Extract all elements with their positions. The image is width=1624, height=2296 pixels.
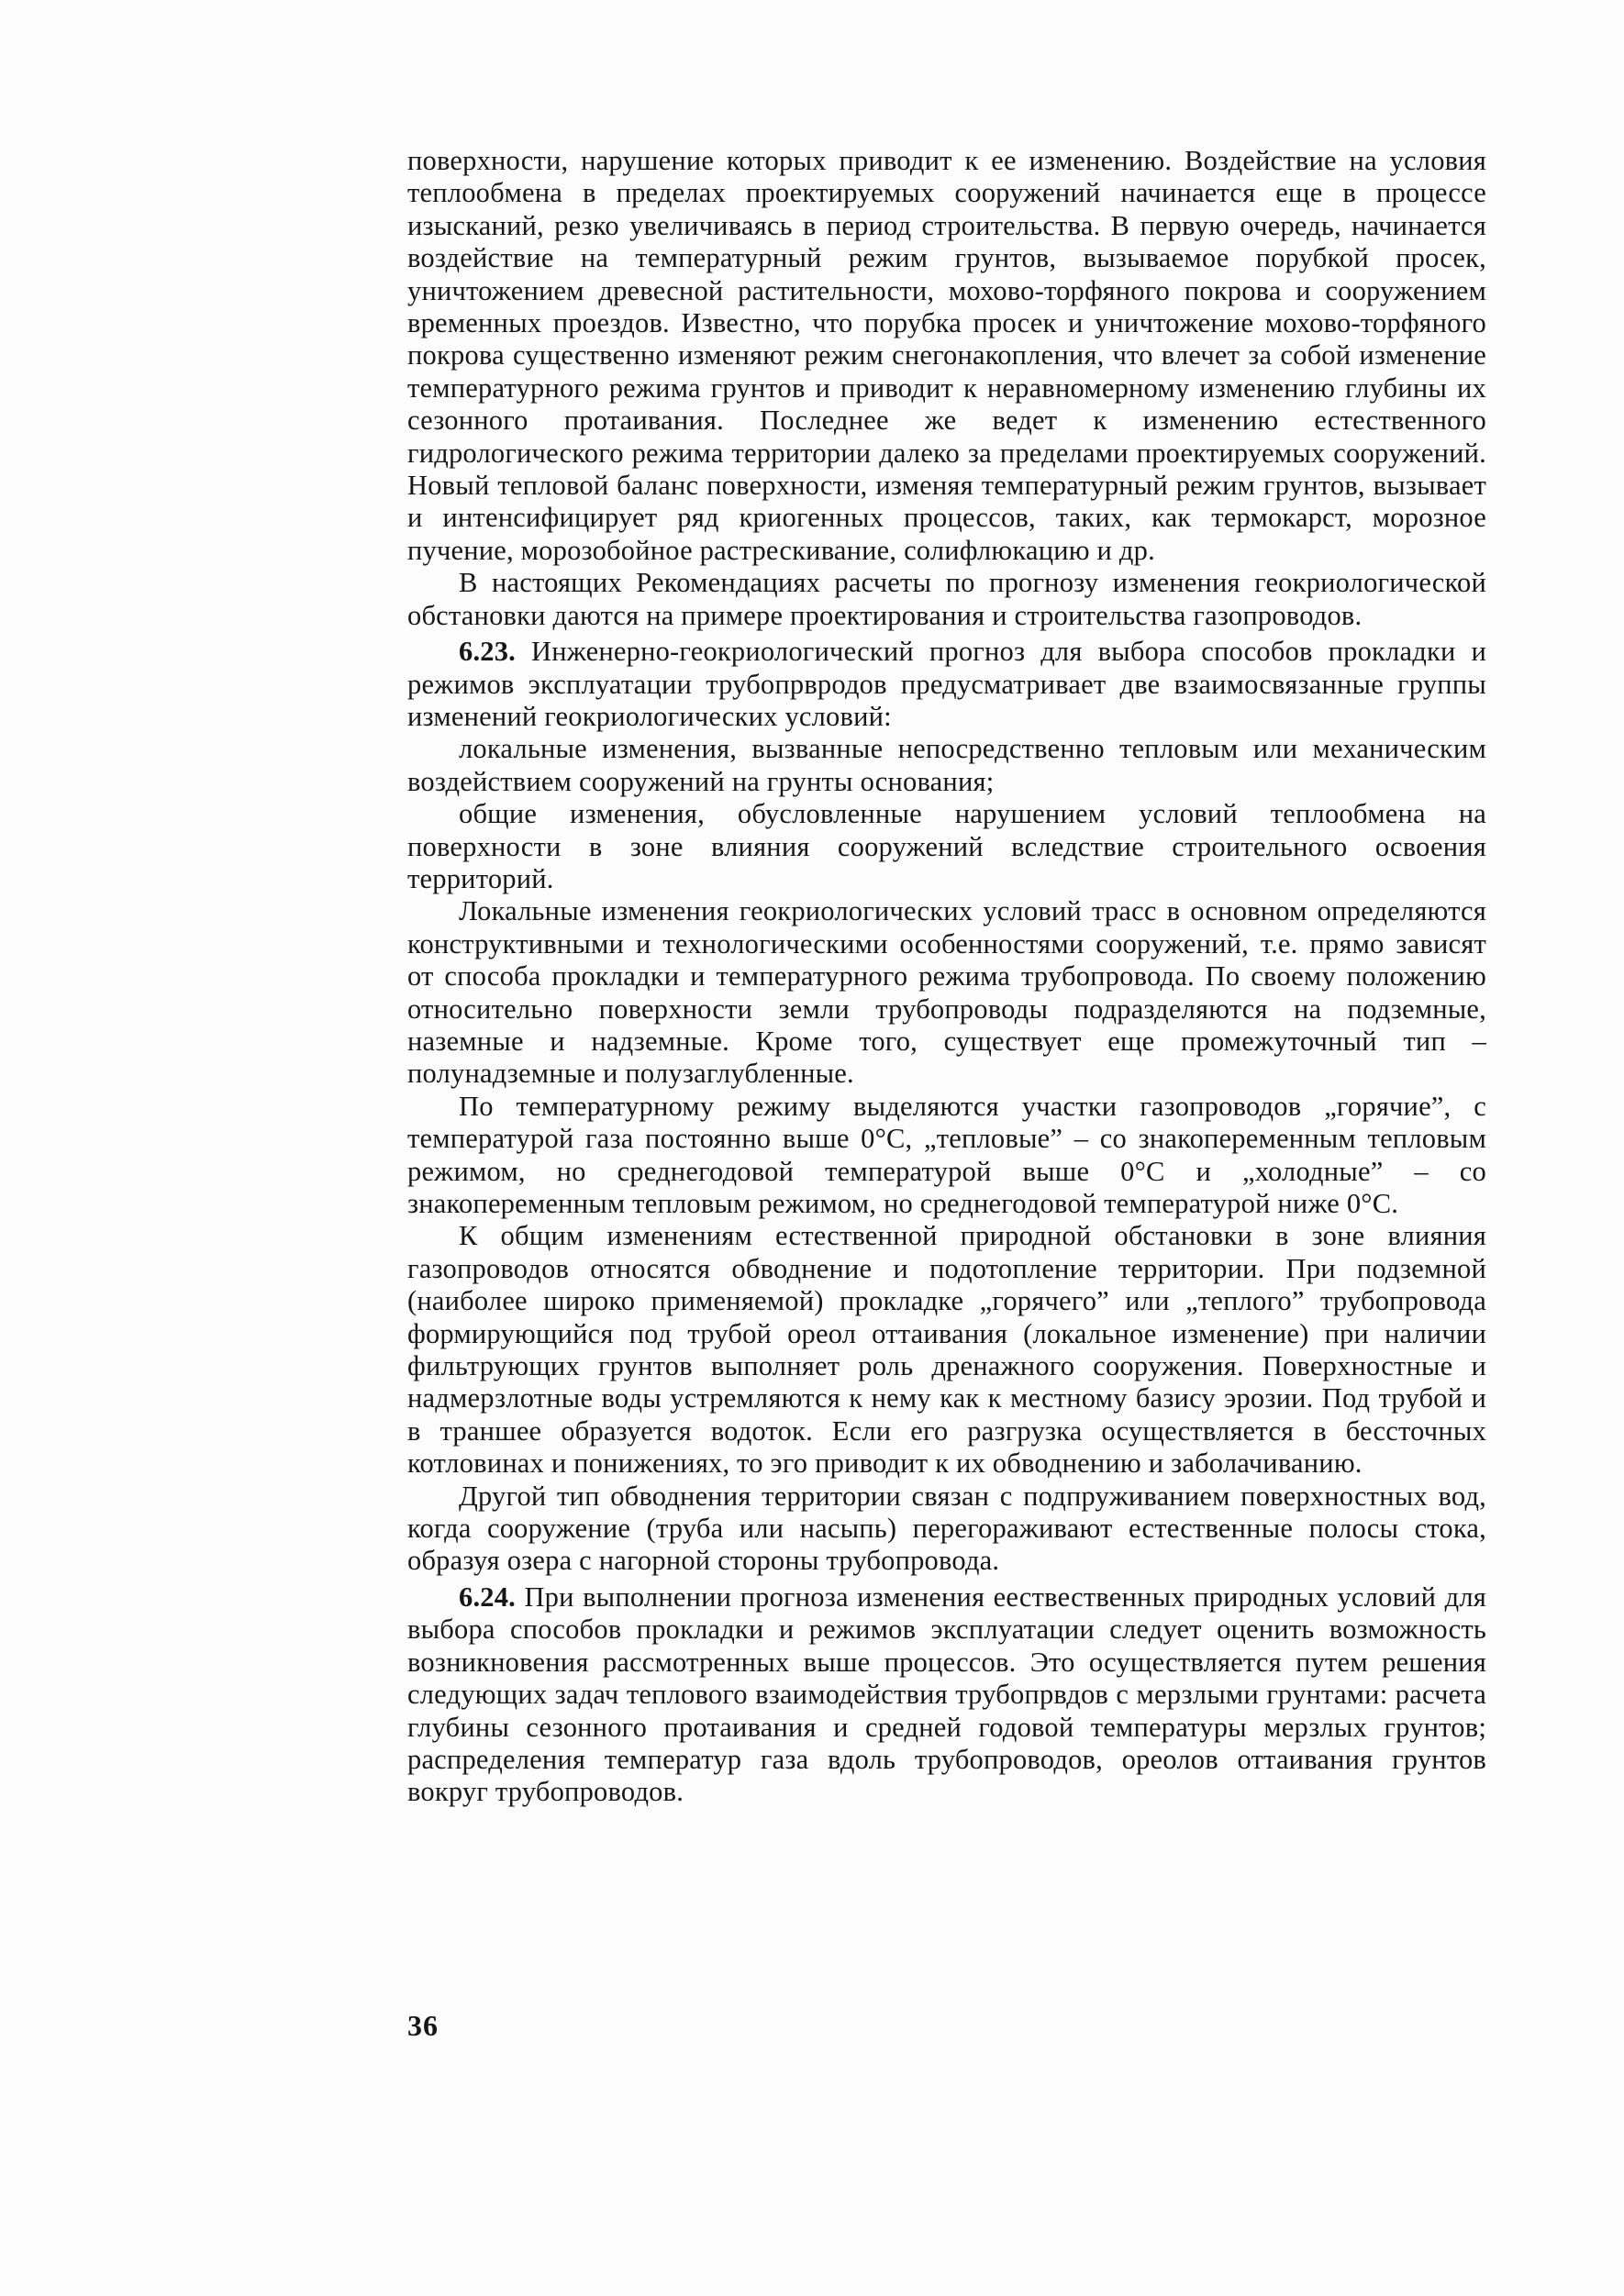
paragraph-4: локальные изменения, вызванные непосредственно тепловым или механическим воздействием сооружений на грунты основания; [407,733,1486,797]
section-number: 6.24. [459,1581,516,1613]
body-text [407,145,1486,1809]
paragraph-section-6-23: 6.23. Инженерно-геокриологический прогноз для выбора способов прокладки и режимов эксплуатации трубопрвродов предусматривает две взаимосвязанные группы изменений геокриологических условий: [407,636,1486,732]
section-number: 6.23. [459,636,516,668]
paragraph-8: К общим изменениям естественной природной обстановки в зоне влияния газопроводов относятся обводнение и подотопление территории. При подземной (наиболее широко применяемой) прокладке „горячего” или „теплого” трубопровода формирующийся под трубой ореол оттаивания (локальное изменение) при наличии фильтрующих грунтов выполняет роль дренажного сооружения. Поверхностные и надмерзлотные воды устремляются к нему как к местному базису эрозии. Под трубой и в траншее образуется водоток. Если его разгрузка осуществляется в бессточных котловинах и понижениях, то эго приводит к их обводнению и заболачиванию. [407,1220,1486,1480]
paragraph-7: По температурному режиму выделяются участки газопроводов „горячие”, с температурой газа постоянно выше 0°С, „тепловые” – со знакопеременным тепловым режимом, но среднегодовой температурой выше 0°С и „холодные” – со знакопеременным тепловым режимом, но среднегодовой температурой ниже 0°С. [407,1090,1486,1219]
paragraph-5: общие изменения, обусловленные нарушением условий теплообмена на поверхности в зоне влияния сооружений вследствие строительного освоения территорий. [407,798,1486,894]
paragraph-1: поверхности, нарушение которых приводит к ее изменению. Воздействие на условия теплообмена в пределах проектируемых сооружений начинается еще в процессе изысканий, резко увеличиваясь в период строительства. В первую очередь, начинается воздействие на температурный режим грунтов, вызываемое порубкой просек, уничтожением древесной растительности, мохово-торфяного покрова и сооружением временных проездов. Известно, что порубка просек и уничтожение мохово-торфяного покрова существенно изменяют режим снегонакопления, что влечет за собой изменение температурного режима грунтов и приводит к неравномерному изменению глубины их сезонного протаивания. Последнее же ведет к изменению естественного гидрологического режима территории далеко за пределами проектируемых сооружений. Новый тепловой баланс поверхности, изменяя температурный режим грунтов, вызывает и интенсифицирует ряд криогенных процессов, таких, как термокарст, морозное пучение, морозобойное растрескивание, солифлюкацию и др. [407,145,1486,566]
page-number: 36 [407,2009,439,2042]
paragraph-2: В настоящих Рекомендациях расчеты по прогнозу изменения геокриологической обстановки даются на примере проектирования и строительства газопроводов. [407,567,1486,631]
paragraph-6: Локальные изменения геокриологических условий трасс в основном определяются конструктивными и технологическими особенностями сооружений, т.е. прямо зависят от способа прокладки и температурного режима трубопровода. По своему положению относительно поверхности земли трубопроводы подразделяются на подземные, наземные и надземные. Кроме того, существует еще промежуточный тип – полунадземные и полузаглубленные. [407,895,1486,1090]
paragraph-section-6-24: 6.24. При выполнении прогноза изменения еествественных природных условий для выбора способов прокладки и режимов эксплуатации следует оценить возможность возникновения рассмотренных выше процессов. Это осуществляется путем решения следующих задач теплового взаимодействия трубопрвдов с мерзлыми грунтами: расчета глубины сезонного протаивания и средней годовой температуры мерзлых грунтов; распределения температур газа вдоль трубопроводов, ореолов оттаивания грунтов вокруг трубопроводов. [407,1581,1486,1808]
paragraph-9: Другой тип обводнения территории связан с подпруживанием поверхностных вод, когда сооружение (труба или насыпь) перегораживают естественные полосы стока, образуя озера с нагорной стороны трубопровода. [407,1480,1486,1577]
